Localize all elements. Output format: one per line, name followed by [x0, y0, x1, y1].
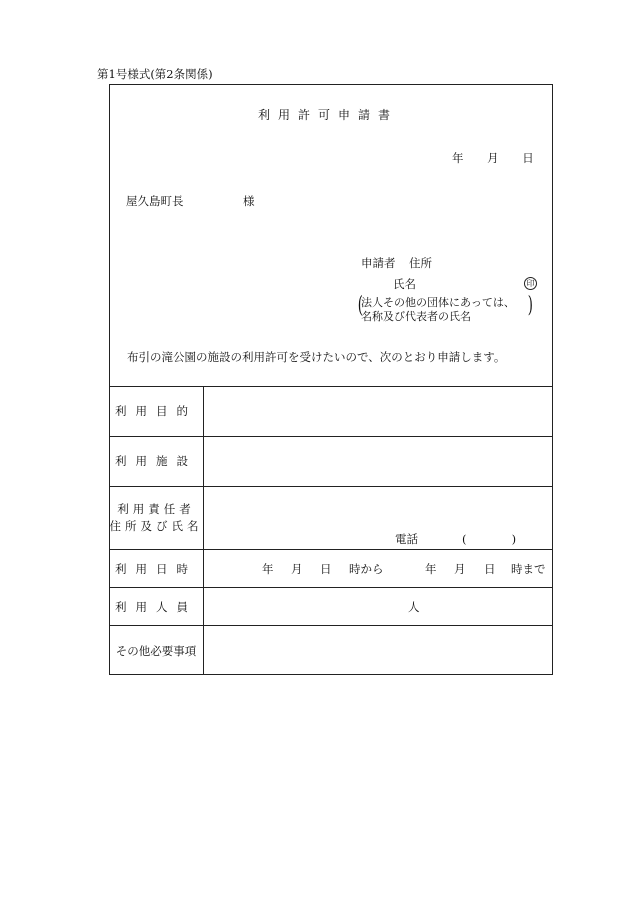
- datetime-month-until: 月: [454, 562, 466, 576]
- table-rule: [109, 587, 553, 588]
- table-rule: [109, 486, 553, 487]
- seal-mark: 印: [524, 277, 537, 290]
- datetime-day-from: 日: [320, 562, 332, 576]
- applicant-address-label: 住所: [409, 256, 432, 270]
- row-label-responsible-2: 住所及び氏名: [109, 519, 203, 533]
- row-label-purpose: 利用目的: [115, 404, 197, 418]
- table-rule: [109, 386, 553, 387]
- row-label-facility: 利用施設: [115, 454, 197, 468]
- datetime-month-from: 月: [291, 562, 303, 576]
- row-label-people: 利用人員: [115, 600, 197, 614]
- applicant-name-label: 氏名: [393, 277, 416, 291]
- datetime-hour-from: 時から: [349, 562, 384, 576]
- table-rule: [109, 436, 553, 437]
- applicant-label: 申請者: [361, 256, 396, 270]
- note-line-2: 名称及び代表者の氏名: [361, 310, 471, 323]
- phone-label: 電話: [395, 532, 418, 546]
- row-label-other: その他必要事項: [115, 644, 197, 658]
- table-rule: [109, 549, 553, 550]
- datetime-year-from: 年: [262, 562, 274, 576]
- addressee: 屋久島町長: [126, 194, 184, 208]
- table-rule: [109, 625, 553, 626]
- datetime-year-until: 年: [425, 562, 437, 576]
- note-line-1: 法人その他の団体にあっては、: [361, 296, 515, 309]
- form-title: 利用許可申請書: [258, 108, 399, 122]
- addressee-suffix: 様: [243, 194, 255, 208]
- note-close-paren: ): [527, 293, 533, 318]
- request-text: 布引の滝公園の施設の利用許可を受けたいので、次のとおり申請します。: [127, 350, 506, 364]
- applicant-note: [361, 296, 515, 324]
- note-open-paren: (: [357, 293, 363, 318]
- form-number-label: 第1号様式(第2条関係): [97, 67, 213, 81]
- row-label-datetime: 利用日時: [115, 562, 197, 576]
- row-label-responsible-1: 利用責任者: [117, 502, 195, 516]
- phone-parens: ( ): [462, 532, 527, 546]
- people-unit: 人: [408, 600, 420, 614]
- datetime-day-until: 日: [484, 562, 496, 576]
- date-line: 年 月 日: [452, 151, 534, 165]
- datetime-hour-until: 時まで: [511, 562, 546, 576]
- table-column-divider: [203, 386, 204, 675]
